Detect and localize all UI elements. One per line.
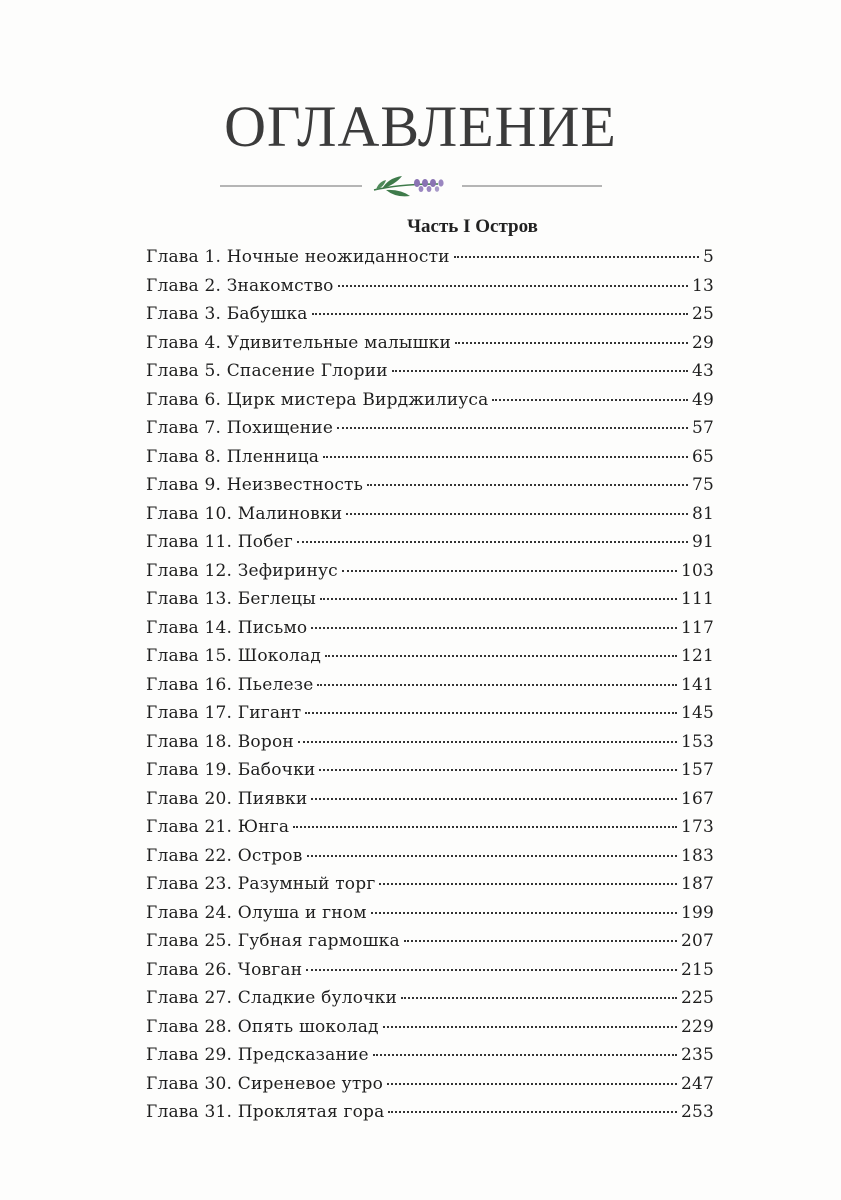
dot-leader <box>367 484 688 486</box>
dot-leader <box>325 655 677 657</box>
page-number: 183 <box>680 845 714 866</box>
page-number: 173 <box>680 817 714 837</box>
dot-leader <box>383 1026 677 1028</box>
toc-entry[interactable] <box>146 642 714 671</box>
dot-leader <box>319 769 677 771</box>
dot-leader <box>297 541 688 543</box>
toc-entry[interactable] <box>146 329 714 358</box>
toc-entry[interactable] <box>146 557 714 586</box>
chapter-title: Глава 4. Удивительные малышки <box>146 332 452 353</box>
page-number: 103 <box>680 560 714 581</box>
page-number: 81 <box>691 503 714 524</box>
page-number: 141 <box>680 674 714 695</box>
chapter-title: Глава 15. Шоколад <box>146 646 322 666</box>
page-number: 229 <box>680 1016 714 1037</box>
page-number: 43 <box>691 361 714 381</box>
chapter-title: Глава 23. Разумный торг <box>146 874 376 894</box>
toc-entry[interactable] <box>146 956 714 985</box>
chapter-title: Глава 14. Письмо <box>146 617 308 638</box>
toc-entry[interactable] <box>146 528 714 557</box>
chapter-title: Глава 8. Пленница <box>146 446 320 467</box>
chapter-title: Глава 18. Ворон <box>146 731 294 752</box>
chapter-title: Глава 1. Ночные неожиданности <box>146 247 450 267</box>
lavender-sprig-icon <box>220 168 602 204</box>
sprig <box>374 176 444 196</box>
chapter-title: Глава 20. Пиявки <box>146 788 308 809</box>
toc-entry[interactable] <box>146 927 714 956</box>
table-of-contents <box>146 243 714 1127</box>
page-number: 5 <box>702 247 714 267</box>
page-number: 167 <box>680 788 714 809</box>
chapter-title: Глава 31. Проклятая гора <box>146 1102 385 1122</box>
toc-entry[interactable] <box>146 471 714 500</box>
chapter-title: Глава 19. Бабочки <box>146 760 316 780</box>
chapter-title: Глава 27. Сладкие булочки <box>146 988 398 1008</box>
chapter-title: Глава 26. Човган <box>146 959 303 980</box>
dot-leader <box>306 969 677 971</box>
page-number: 153 <box>680 731 714 752</box>
chapter-title: Глава 11. Побег <box>146 532 294 552</box>
page-number: 75 <box>691 475 714 495</box>
page-title: ОГЛАВЛЕНИЕ <box>224 94 617 159</box>
dot-leader <box>307 855 677 857</box>
chapter-title: Глава 29. Предсказание <box>146 1045 369 1065</box>
page-number: 207 <box>680 931 714 951</box>
toc-entry[interactable] <box>146 443 714 472</box>
dot-leader <box>342 570 677 572</box>
part-heading: Часть I Остров <box>407 216 538 237</box>
chapter-title: Глава 16. Пьелезе <box>146 674 314 695</box>
dot-leader <box>293 826 677 828</box>
dot-leader <box>320 598 677 600</box>
dot-leader <box>392 370 688 372</box>
page-number: 235 <box>680 1045 714 1065</box>
toc-entry[interactable] <box>146 842 714 871</box>
page-number: 247 <box>680 1073 714 1094</box>
toc-entry[interactable] <box>146 870 714 899</box>
chapter-title: Глава 2. Знакомство <box>146 275 334 296</box>
page-number: 49 <box>691 389 714 410</box>
dot-leader <box>312 313 688 315</box>
dot-leader <box>311 627 677 629</box>
toc-entry[interactable] <box>146 386 714 415</box>
page-number: 25 <box>691 304 714 324</box>
dot-leader <box>337 427 688 429</box>
chapter-title: Глава 21. Юнга <box>146 817 290 837</box>
dot-leader <box>373 1054 677 1056</box>
toc-entry[interactable] <box>146 728 714 757</box>
page-number: 65 <box>691 446 714 467</box>
chapter-title: Глава 24. Олуша и гном <box>146 902 367 923</box>
chapter-title: Глава 7. Похищение <box>146 418 334 438</box>
page-number: 117 <box>680 617 714 638</box>
page-number: 145 <box>680 703 714 723</box>
toc-entry[interactable] <box>146 272 714 301</box>
toc-entry[interactable] <box>146 699 714 728</box>
toc-entry[interactable] <box>146 500 714 529</box>
chapter-title: Глава 12. Зефиринус <box>146 560 338 581</box>
toc-entry[interactable] <box>146 756 714 785</box>
chapter-title: Глава 30. Сиреневое утро <box>146 1073 384 1094</box>
dot-leader <box>401 997 677 999</box>
page-number: 29 <box>691 332 714 353</box>
toc-entry[interactable] <box>146 899 714 928</box>
toc-entry[interactable] <box>146 585 714 614</box>
dot-leader <box>371 912 677 914</box>
dot-leader <box>388 1111 676 1113</box>
toc-entry[interactable] <box>146 414 714 443</box>
chapter-title: Глава 9. Неизвестность <box>146 475 364 495</box>
chapter-title: Глава 22. Остров <box>146 845 303 866</box>
dot-leader <box>311 798 677 800</box>
toc-entry[interactable] <box>146 243 714 272</box>
chapter-title: Глава 13. Беглецы <box>146 589 316 609</box>
chapter-title: Глава 28. Опять шоколад <box>146 1016 379 1037</box>
page-number: 91 <box>691 532 714 552</box>
toc-entry[interactable] <box>146 785 714 814</box>
toc-entry[interactable] <box>146 1098 714 1127</box>
chapter-title: Глава 17. Гигант <box>146 703 302 723</box>
dot-leader <box>387 1083 677 1085</box>
chapter-title: Глава 5. Спасение Глории <box>146 361 388 381</box>
page-number: 57 <box>691 418 714 438</box>
toc-entry[interactable] <box>146 300 714 329</box>
page-number: 215 <box>680 959 714 980</box>
page-number: 187 <box>680 874 714 894</box>
toc-entry[interactable] <box>146 1013 714 1042</box>
page-number: 157 <box>680 760 714 780</box>
page-number: 199 <box>680 902 714 923</box>
page-number: 225 <box>680 988 714 1008</box>
toc-entry[interactable] <box>146 357 714 386</box>
dot-leader <box>454 256 699 258</box>
chapter-title: Глава 3. Бабушка <box>146 304 308 324</box>
chapter-title: Глава 25. Губная гармошка <box>146 931 400 951</box>
dot-leader <box>346 513 688 515</box>
dot-leader <box>404 940 677 942</box>
dot-leader <box>492 399 687 401</box>
toc-entry[interactable] <box>146 671 714 700</box>
toc-entry[interactable] <box>146 1070 714 1099</box>
page-number: 111 <box>680 589 714 609</box>
page-number: 121 <box>680 646 714 666</box>
toc-entry[interactable] <box>146 984 714 1013</box>
dot-leader <box>455 342 688 344</box>
toc-entry[interactable] <box>146 813 714 842</box>
toc-entry[interactable] <box>146 614 714 643</box>
toc-entry[interactable] <box>146 1041 714 1070</box>
chapter-title: Глава 10. Малиновки <box>146 503 343 524</box>
page-number: 13 <box>691 275 714 296</box>
dot-leader <box>323 456 688 458</box>
dot-leader <box>305 712 677 714</box>
dot-leader <box>298 741 677 743</box>
dot-leader <box>338 285 688 287</box>
dot-leader <box>379 883 677 885</box>
page-number: 253 <box>680 1102 714 1122</box>
chapter-title: Глава 6. Цирк мистера Вирджилиуса <box>146 389 489 410</box>
dot-leader <box>317 684 676 686</box>
